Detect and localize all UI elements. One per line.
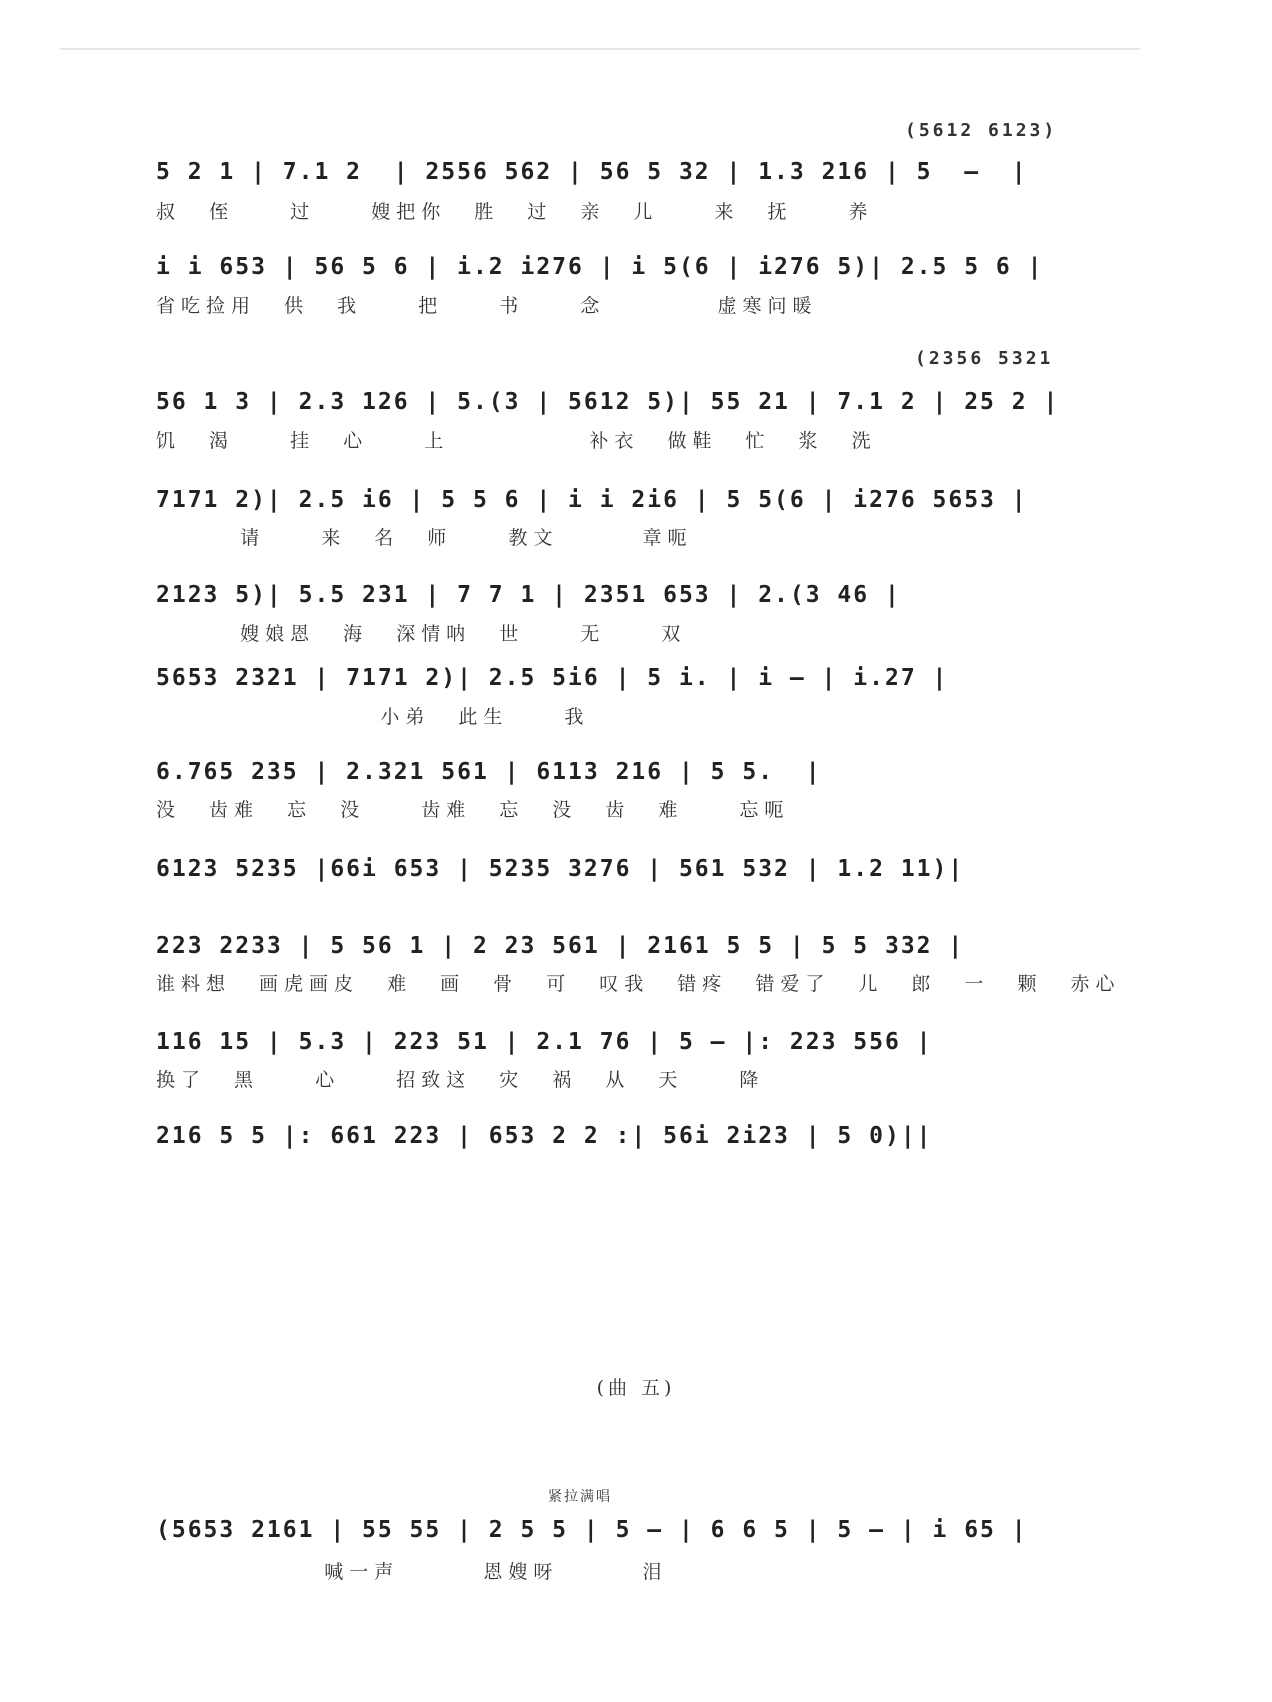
- lyric-line-1: 叔 侄 过 嫂把你 胜 过 亲 儿 来 抚 养: [156, 201, 874, 223]
- lyric-line-7: 没 齿难 忘 没 齿难 忘 没 齿 难 忘呃: [156, 799, 790, 821]
- section-title: (曲 五): [596, 1377, 676, 1399]
- lyric-line-6: 小弟 此生 我: [156, 706, 590, 728]
- notation-line-1: 5 2 1 | 7.1 2 | 2556 562 | 56 5 32 | 1.3 216 | 5 — |: [156, 159, 1028, 185]
- notation-line-5: 2123 5)| 5.5 231 | 7 7 1 | 2351 653 | 2.(3 46 |: [156, 582, 901, 608]
- notation-line-3: 56 1 3 | 2.3 126 | 5.(3 | 5612 5)| 55 21 | 7.1 2 | 25 2 |: [156, 389, 1060, 415]
- lyric-line-3: 饥 渴 挂 心 上 补衣 做鞋 忙 浆 洗: [156, 430, 877, 452]
- notation-line-2: i i 653 | 56 5 6 | i.2 i276 | i 5(6 | i276 5)| 2.5 5 6 |: [156, 254, 1044, 280]
- lyric-line-10: 换了 黑 心 招致这 灾 祸 从 天 降: [156, 1069, 765, 1091]
- notation-line-last: (5653 2161 | 55 55 | 2 5 5 | 5 — | 6 6 5 | 5 — | i 65 |: [156, 1517, 1028, 1543]
- lyric-line-5: 嫂娘恩 海 深情呐 世 无 双: [156, 623, 687, 645]
- lyric-line-9: 谁料想 画虎画皮 难 画 骨 可 叹我 错疼 错爱了 儿 郎 一 颗 赤心: [156, 973, 1121, 995]
- notation-line-7: 6.765 235 | 2.321 561 | 6113 216 | 5 5. |: [156, 759, 822, 785]
- notation-line-10: 116 15 | 5.3 | 223 51 | 2.1 76 | 5 — |: 223 556 |: [156, 1029, 933, 1055]
- notation-line-8: 6123 5235 |66i 653 | 5235 3276 | 561 532 | 1.2 11)|: [156, 856, 965, 882]
- notation-line-6: 5653 2321 | 7171 2)| 2.5 5i6 | 5 i. | i — | i.27 |: [156, 665, 949, 691]
- page-top-edge: [60, 48, 1140, 50]
- lyric-line-2: 省吃捡用 供 我 把 书 念 虚寒问暖: [156, 295, 818, 317]
- notation-line-4: 7171 2)| 2.5 i6 | 5 5 6 | i i 2i6 | 5 5(6 | i276 5653 |: [156, 487, 1028, 513]
- notation-line-11: 216 5 5 |: 661 223 | 653 2 2 :| 56i 2i23 | 5 0)||: [156, 1123, 933, 1149]
- tempo-marking: 紧拉满唱: [548, 1489, 612, 1505]
- lyric-line-last: 喊一声 恩嫂呀 泪: [156, 1561, 668, 1583]
- prelude-notation-1: (5612 6123): [905, 120, 1058, 141]
- prelude-notation-2: (2356 5321: [915, 348, 1054, 369]
- notation-line-9: 223 2233 | 5 56 1 | 2 23 561 | 2161 5 5 | 5 5 332 |: [156, 933, 965, 959]
- lyric-line-4: 请 来 名 师 教文 章呃: [156, 527, 693, 549]
